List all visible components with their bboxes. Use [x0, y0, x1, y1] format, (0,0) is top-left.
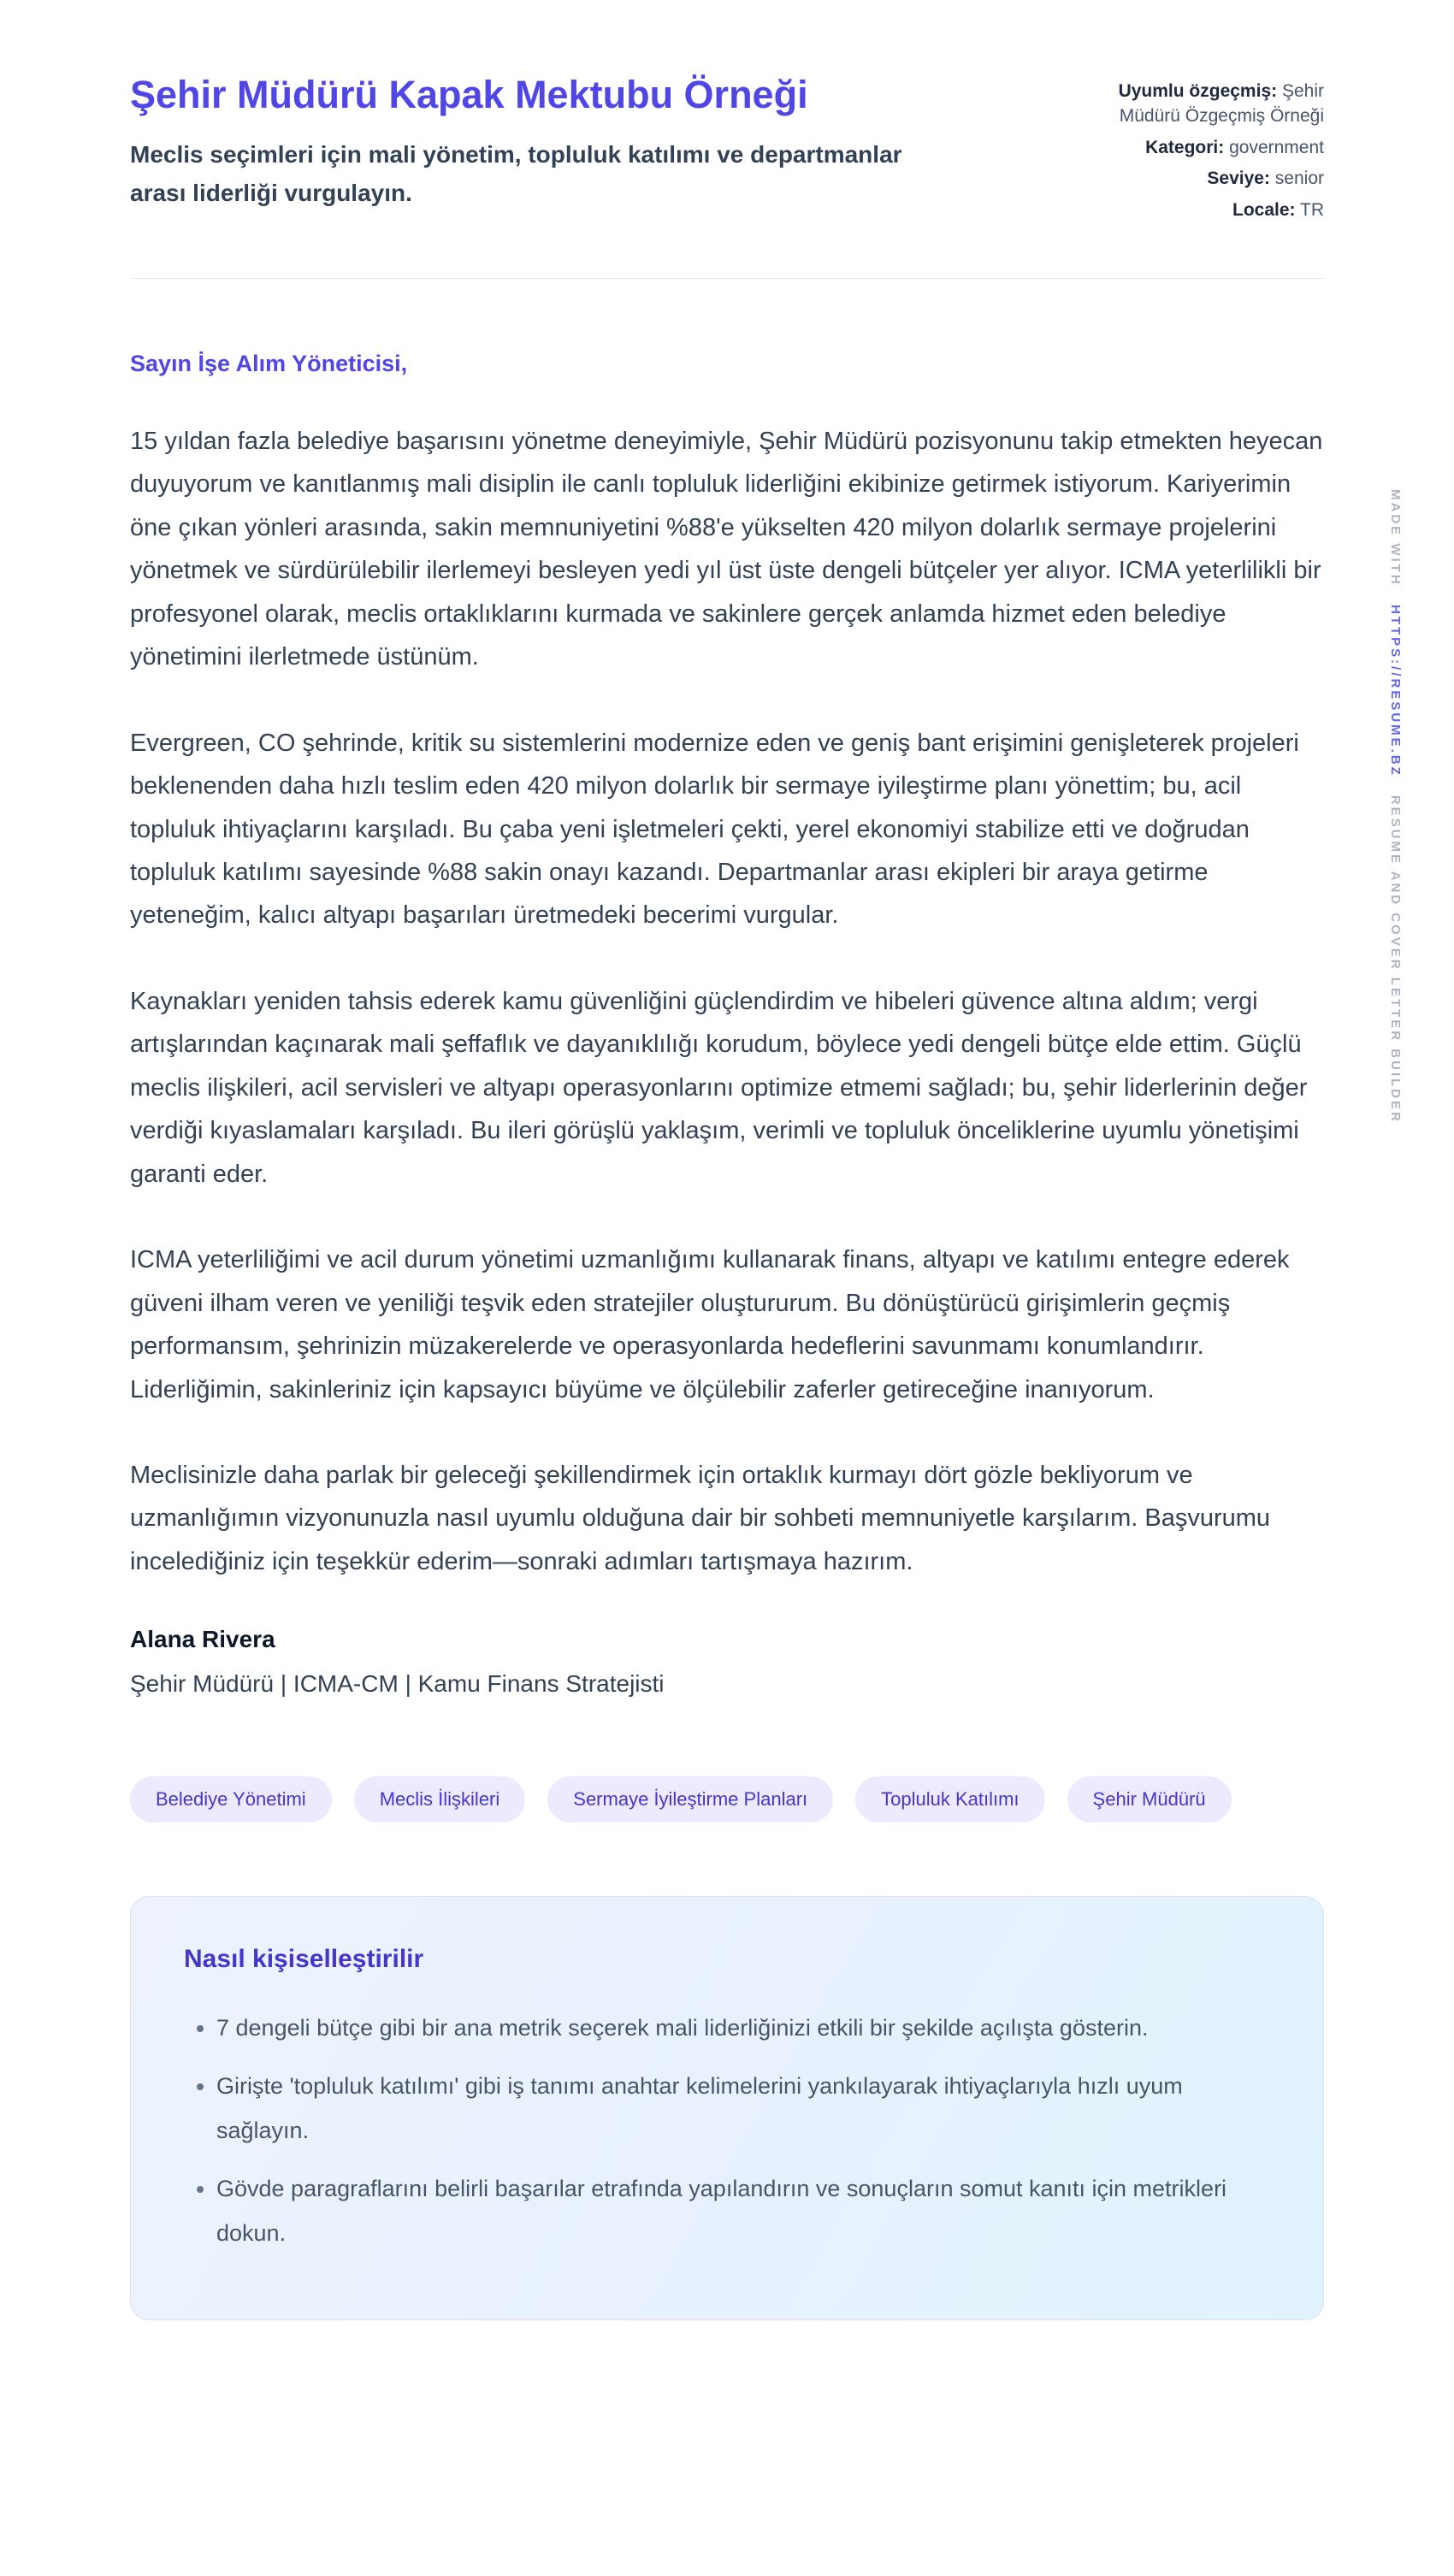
personalization-tips-card [130, 1896, 1324, 2319]
tag-sermaye-iyilestirme-planlari[interactable]: Sermaye İyileştirme Planları [547, 1776, 833, 1823]
tip-item-3: • Gövde paragraflarını belirli başarılar etrafında yapılandırın ve sonuçların somut kanıtı için metrikleri dokun. [216, 2167, 1270, 2256]
tips-title: Nasıl kişiselleştirilir [184, 1945, 424, 1974]
tip-item-1: • 7 dengeli bütçe gibi bir ana metrik seçerek mali liderliğinizi etkili bir şekilde açılışta gösterin. [216, 2006, 1270, 2051]
page-subtitle: Meclis seçimleri için mali yönetim, topluluk katılımı ve departmanlar arası liderliği vurgulayın. [130, 141, 902, 206]
watermark-tagline: RESUME AND COVER LETTER BUILDER [1388, 795, 1403, 1124]
letter-paragraph-4: ICMA yeterliliğimi ve acil durum yönetimi uzmanlığımı kullanarak finans, altyapı ve katılımı entegre ederek güveni ilham veren ve yeniliği teşvik eden stratejiler oluştururum. Bu dönüştürücü girişimlerin geçmiş performansım, şehrinizin müzakerelerde ve operasyonlarda hedeflerini savunmamı konumlandırır. Liderliğimin, sakinleriniz için kapsayıcı büyüme ve ölçülebilir zaferler getireceğine inanıyorum. [130, 1246, 1290, 1403]
tag-meclis-iliskileri[interactable]: Meclis İlişkileri [354, 1776, 526, 1823]
site-watermark [1388, 489, 1403, 1124]
meta-panel [1067, 72, 1324, 228]
letter-paragraph-5: Meclisinizle daha parlak bir geleceği şekillendirmek için ortaklık kurmayı dört gözle bekliyorum ve uzmanlığımın vizyonunuzla nasıl uyumlu olduğuna dair bir sohbeti memnuniyetle karşılarım. Başvurumu incelediğiniz için teşekkür ederim—sonraki adımları tartışmaya hazırım. [130, 1462, 1271, 1575]
signature-title: Şehir Müdürü | ICMA-CM | Kamu Finans Stratejisti [130, 1670, 665, 1698]
meta-category-value: government [1229, 137, 1324, 157]
tag-topluluk-katilimi[interactable]: Topluluk Katılımı [855, 1776, 1044, 1823]
content-container [130, 0, 1324, 2320]
cover-letter-body [130, 279, 1324, 1698]
letter-salutation: Sayın İşe Alım Yöneticisi, [130, 350, 408, 376]
letter-paragraph-1: 15 yıldan fazla belediye başarısını yönetme deneyimiyle, Şehir Müdürü pozisyonunu takip etmekten heyecan duyuyorum ve kanıtlanmış mali disiplin ile canlı topluluk liderliğini ekibinize getirmek istiyorum. Kariyerimin öne çıkan yönleri arasında, sakin memnuniyetini %88'e yükselten 420 milyon dolarlık sermaye projelerini yönetmek ve sürdürülebilir ilerlemeyi besleyen yedi yıl üst üste dengeli bütçeler yer alıyor. ICMA yeterlilikli bir profesyonel olarak, meclis ortaklıklarını kurmada ve sakinlere gerçek anlamda hizmet eden belediye yönetimini ilerletmede üstünüm. [130, 427, 1323, 671]
page-title: Şehir Müdürü Kapak Mektubu Örneği [130, 73, 808, 116]
tag-list [130, 1776, 1324, 1823]
meta-category [1067, 135, 1324, 160]
signature-name: Alana Rivera [130, 1626, 275, 1653]
header-title-block [130, 72, 1033, 213]
tips-list [184, 2006, 1270, 2255]
tag-belediye-yonetimi[interactable]: Belediye Yönetimi [130, 1776, 332, 1823]
meta-locale-label: Locale: [1232, 199, 1296, 220]
tag-sehir-muduru[interactable]: Şehir Müdürü [1067, 1776, 1232, 1823]
meta-level-label: Seviye: [1207, 168, 1270, 189]
meta-locale [1067, 198, 1324, 222]
tip-item-2: • Girişte 'topluluk katılımı' gibi iş tanımı anahtar kelimelerini yankılayarak ihtiyaçlarıyla hızlı uyum sağlayın. [216, 2065, 1270, 2154]
meta-category-label: Kategori: [1145, 137, 1225, 157]
letter-paragraph-3: Kaynakları yeniden tahsis ederek kamu güvenliğini güçlendirdim ve hibeleri güvence altına aldım; vergi artışlarından kaçınarak mali şeffaflık ve dayanıklılığı korudum, böylece yedi dengeli bütçe elde ettim. Güçlü meclis ilişkileri, acil servisleri ve altyapı operasyonlarını optimize etmemi sağladı; bu, şehir liderlerinin değer verdiği kıyaslamaları karşıladı. Bu ileri görüşlü yaklaşım, verimli ve topluluk önceliklerine uyumlu yönetişimi garanti eder. [130, 987, 1308, 1188]
page-header [130, 72, 1324, 228]
letter-paragraph-2: Evergreen, CO şehrinde, kritik su sistemlerini modernize eden ve geniş bant erişimini genişleterek projeleri beklenenden daha hızlı teslim eden 420 milyon dolarlık bir sermaye iyileştirme planı yönettim; bu, acil topluluk ihtiyaçlarını karşıladı. Bu çaba yeni işletmeleri çekti, yerel ekonomiyi stabilize etti ve doğrudan topluluk katılımı sayesinde %88 sakin onayı kazandı. Departmanlar arası ekipleri bir araya getirme yeteneğim, kalıcı altyapı başarıları üretmedeki becerimi vurgular. [130, 729, 1299, 930]
meta-level-value: senior [1274, 168, 1324, 189]
watermark-site-link[interactable]: HTTPS://RESUME.BZ [1388, 604, 1403, 777]
meta-matching-resume-label: Uyumlu özgeçmiş: [1118, 81, 1278, 101]
meta-level [1067, 166, 1324, 191]
watermark-made-with-label: MADE WITH [1388, 489, 1403, 587]
meta-matching-resume-value: Şehir Müdürü Özgeçmiş Örneği [1119, 81, 1324, 127]
meta-matching-resume [1067, 79, 1324, 129]
meta-locale-value: TR [1300, 199, 1324, 220]
